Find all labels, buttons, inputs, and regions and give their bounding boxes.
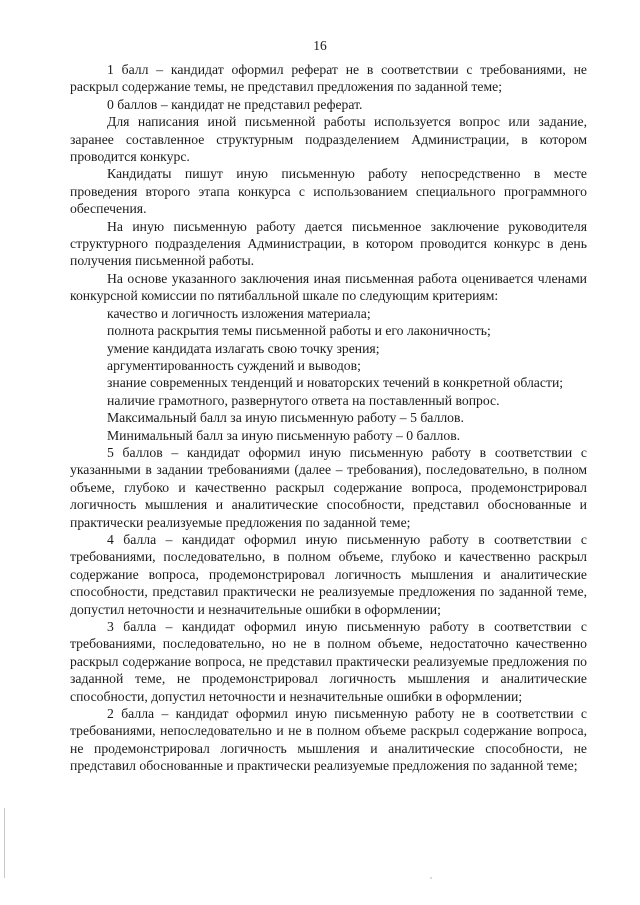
criterion-item: наличие грамотного, развернутого ответа на поставленный вопрос.: [107, 392, 500, 408]
criterion-item: умение кандидата излагать свою точку зрения;: [107, 340, 380, 356]
paragraph-score-4: 4 балла – кандидат оформил иную письменную работу в соответствии с требованиями, последовательно, в полном объеме, глубоко и качественно раскрыл содержание вопроса, продемонстрировал логичность мышления и аналитические способности, представил практически не реализуемые предложения по заданной теме, допустил неточности и незначительные ошибки в оформлении;: [70, 531, 587, 617]
scan-edge-mark: [4, 808, 5, 878]
criterion-item: аргументированность суждений и выводов;: [107, 357, 361, 373]
paragraph-max-score: Максимальный балл за иную письменную работу – 5 баллов.: [107, 410, 464, 426]
paragraph-score-1-essay: 1 балл – кандидат оформил реферат не в соответствии с требованиями, не раскрыл содержание темы, не представил предложения по заданной теме;: [70, 62, 587, 95]
paragraph-min-score: Минимальный балл за иную письменную работу – 0 баллов.: [107, 427, 461, 443]
paragraph-written-conclusion: На иную письменную работу дается письменное заключение руководителя структурного подразделения Администрации, в котором проводится конкурс в день получения письменной работы.: [70, 218, 587, 269]
paragraph-written-work-task: Для написания иной письменной работы используется вопрос или задание, заранее составленное структурным подразделением Администрации, в котором проводится конкурс.: [70, 114, 587, 165]
paragraph-score-0-essay: 0 баллов – кандидат не представил реферат.: [107, 96, 363, 112]
criterion-item: полнота раскрытия темы письменной работы и его лаконичность;: [107, 323, 491, 339]
paragraph-score-2: 2 балла – кандидат оформил иную письменную работу не в соответствии с требованиями, непоследовательно и не в полном объеме раскрыл содержание вопроса, не продемонстрировал логичность мышления и аналитические способности, не представил обоснованные и практически реализуемые предложения по заданной теме;: [70, 706, 587, 774]
page-number: 16: [313, 38, 327, 53]
paragraph-evaluation-criteria-intro: На основе указанного заключения иная письменная работа оценивается членами конкурсной комиссии по пятибалльной шкале по следующим критериям:: [70, 270, 587, 304]
criterion-item: знание современных тенденций и новаторских течений в конкретной области;: [107, 375, 564, 391]
paragraph-score-3: 3 балла – кандидат оформил иную письменную работу в соответствии с требованиями, последовательно, но не в полном объеме, недостаточно качественно раскрыл содержание вопроса, не представил практически реализуемые предложения по заданной теме, не продемонстрировал логичность мышления и аналитические способности, допустил неточности и незначительные ошибки в оформлении;: [70, 619, 587, 704]
document-body: [70, 61, 587, 775]
scan-dust-dot: [430, 877, 432, 879]
paragraph-score-5: 5 баллов – кандидат оформил иную письменную работу в соответствии с указанными в задании требованиями (далее – требования), последовательно, в полном объеме, глубоко и качественно раскрыл содержание вопроса, продемонстрировал логичность мышления и аналитические способности, представил обоснованные и практически реализуемые предложения по заданной теме;: [70, 444, 587, 530]
criterion-item: качество и логичность изложения материала;: [107, 305, 371, 321]
paragraph-written-work-location: Кандидаты пишут иную письменную работу непосредственно в месте проведения второго этапа конкурса с использованием специального программного обеспечения.: [70, 166, 587, 217]
